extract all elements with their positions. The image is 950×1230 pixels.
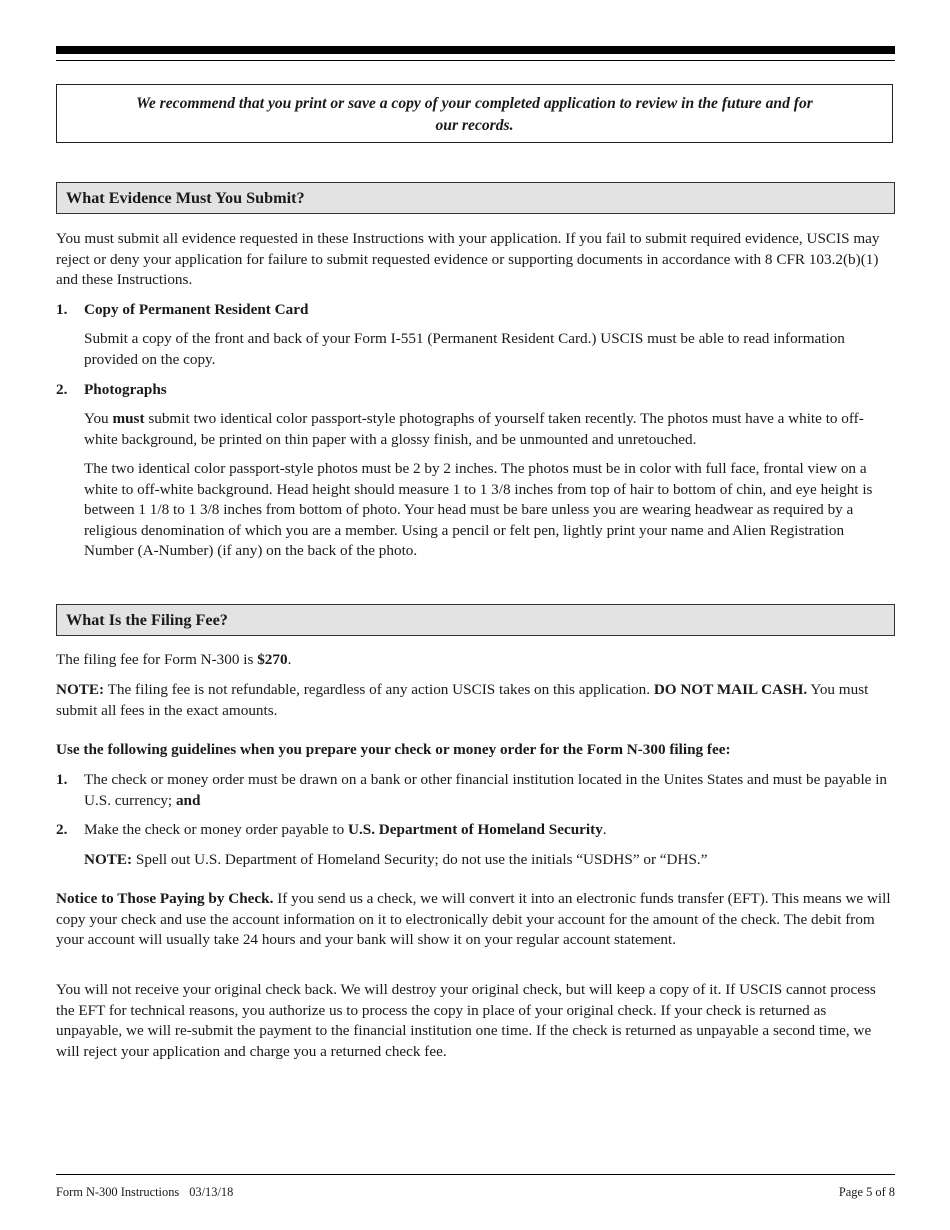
guideline-1-text [84,770,895,811]
item-2-number: 2. [56,381,68,398]
item-2-title: Photographs [84,381,167,398]
check-notice-label: Notice to Those Paying by Check. [56,890,274,907]
fee-end: . [287,651,292,668]
guideline-2-end: . [602,821,607,838]
check-notice-paragraph [56,889,895,951]
footer-date: 03/13/18 [189,1185,234,1199]
guideline-2-body: Make the check or money order payable to [84,821,348,838]
check-return-paragraph: You will not receive your original check back. We will destroy your original check, but will keep a copy of it. If USCIS cannot process the EFT for technical reasons, you authorize us to process the copy in place of your original check. If your check is returned as unpayable, we will re-submit the payment to the financial institution one time. If the check is returned as unpayable a second time, we will reject your application and charge you a returned check fee. [56,981,876,1060]
top-rule-thin [56,60,895,61]
fee-note-text: The filing fee is not refundable, regardless of any action USCIS takes on this application. [104,681,654,698]
guidelines-heading: Use the following guidelines when you prepare your check or money order for the Form N-300 filing fee: [56,741,731,758]
evidence-intro: You must submit all evidence requested in these Instructions with your application. If you fail to submit required evidence, USCIS may reject or deny your application for failure to submit requested evidence or supporting documents in accordance with 8 CFR 103.2(b)(1) and these Instructions. [56,230,880,289]
photo-p1-rest: submit two identical color passport-style photographs of yourself taken recently. The photos must have a white to off-white background, be printed on thin paper with a glossy finish, and be unmounted and unretouched. [84,410,864,448]
photo-requirements-paragraph [84,409,895,450]
footer-rule [56,1174,895,1175]
recommendation-notice-box [56,84,893,143]
guideline-1-number: 1. [56,771,68,788]
guideline-2-number: 2. [56,821,68,838]
photo-p1-start: You [84,410,113,427]
fee-note-end: You must submit all fees in the exact amounts. [56,681,869,719]
guideline-2-bold: U.S. Department of Homeland Security [348,821,603,838]
footer-form-name: Form N-300 Instructions [56,1185,180,1199]
top-rule-thick [56,46,895,54]
photo-p1-bold: must [112,410,145,427]
evidence-section-header: What Evidence Must You Submit? [56,182,895,214]
fee-amount: $270 [257,651,288,668]
check-notice-text: If you send us a check, we will convert it into an electronic funds transfer (EFT). This means we will copy your check and use the account information on it to electronically debit your account for the amount of the check. The debit from your account will usually take 24 hours and your bank will show it on your regular account statement. [56,890,891,949]
guideline-2-note [84,850,895,871]
item-1-text: Submit a copy of the front and back of your Form I-551 (Permanent Resident Card.) USCIS must be able to read information provided on the copy. [84,330,845,368]
fee-amount-line [56,650,895,671]
item-1-number: 1. [56,301,68,318]
notice-line-2: our records. [435,117,514,134]
guideline-2-text [84,820,895,841]
guideline-2-note-label: NOTE: [84,851,133,868]
fee-note-bold: DO NOT MAIL CASH. [653,681,808,698]
fee-section-header: What Is the Filing Fee? [56,604,895,636]
footer-form-info [56,1182,233,1203]
guideline-2-note-text: Spell out U.S. Department of Homeland Security; do not use the initials “USDHS” or “DHS.” [132,851,708,868]
item-1-title: Copy of Permanent Resident Card [84,301,309,318]
fee-note-label: NOTE: [56,681,105,698]
fee-note [56,680,895,721]
guideline-1-bold: and [175,791,201,809]
document-page [56,0,895,1230]
footer-page-number: Page 5 of 8 [838,1185,895,1199]
guideline-1-body: The check or money order must be drawn on a bank or other financial institution located in the Unites States and must be payable in U.S. currency; [84,771,888,809]
photo-size-paragraph: The two identical color passport-style photos must be 2 by 2 inches. The photos must be in color with full face, frontal view on a white to off-white background. Head height should measure 1 to 1 3/8 inches from top of hair to bottom of chin, and eye height is between 1 1/8 to 1 3/8 inches from bottom of photo. Your head must be bare unless you are wearing headwear as required by a religious denomination of which you are a member. Using a pencil or felt pen, lightly print your name and Alien Registration Number (A-Number) (if any) on the back of the photo. [84,460,873,560]
notice-line-1: We recommend that you print or save a copy of your completed application to review in the future and for [136,95,813,112]
fee-text: The filing fee for Form N-300 is [56,651,258,668]
